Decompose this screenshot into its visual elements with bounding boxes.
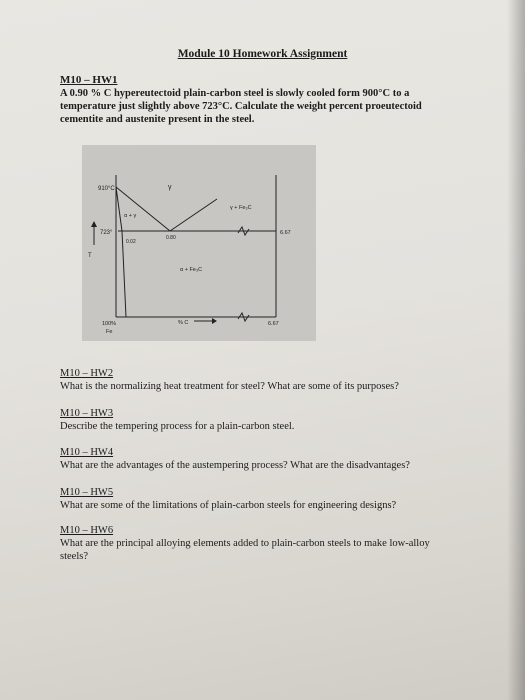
temperature-arrow-head xyxy=(91,221,97,227)
question-line: steels? xyxy=(60,551,88,562)
label-percent-c: % C xyxy=(178,320,189,326)
label-eutectoid: 0.80 xyxy=(166,235,176,241)
page-shadow xyxy=(507,0,525,700)
label-002: 0.02 xyxy=(126,239,136,245)
question-text: What is the normalizing heat treatment for steel? What are some of its purposes? xyxy=(60,381,399,392)
label-667-bottom: 6.67 xyxy=(268,321,279,327)
question-text: What are the advantages of the austempering process? What are the disadvantages? xyxy=(60,460,410,471)
label-alpha-gamma: α + γ xyxy=(124,213,137,219)
label-gamma: γ xyxy=(168,184,172,191)
phase-diagram-figure xyxy=(82,145,316,341)
a3-line xyxy=(116,187,170,231)
axis-break-mark xyxy=(238,313,249,321)
question-hw5 xyxy=(60,486,490,512)
question-code: M10 – HW6 xyxy=(60,525,114,536)
question-hw6 xyxy=(60,524,490,563)
phase-diagram xyxy=(82,145,316,341)
acm-line xyxy=(170,199,217,231)
label-fe: Fe xyxy=(106,329,113,335)
label-100-percent: 100% xyxy=(102,321,117,327)
question-hw2 xyxy=(60,367,490,393)
question-code: M10 – HW2 xyxy=(60,368,114,379)
label-gamma-fe3c: γ + Fe₃C xyxy=(230,205,252,211)
label-723: 723° xyxy=(100,230,113,236)
question-line: What are the principal alloying elements added to plain-carbon steels to make low-alloy xyxy=(60,538,430,549)
question-hw1 xyxy=(60,74,460,126)
composition-arrow-head xyxy=(212,318,217,324)
question-code: M10 – HW3 xyxy=(60,408,114,419)
question-code: M10 – HW4 xyxy=(60,447,114,458)
question-line: temperature just slightly above 723°C. Calculate the weight percent proeutectoid xyxy=(60,101,422,112)
question-line: A 0.90 % C hypereutectoid plain-carbon steel is slowly cooled form 900°C to a xyxy=(60,88,410,99)
question-hw3 xyxy=(60,407,490,433)
label-910: 910°C xyxy=(98,186,115,192)
question-hw4 xyxy=(60,446,490,472)
label-alpha-fe3c: α + Fe₃C xyxy=(180,267,203,273)
question-text: What are some of the limitations of plain-carbon steels for engineering designs? xyxy=(60,500,397,511)
axis-break-mark xyxy=(238,227,249,235)
label-667-top: 6.67 xyxy=(280,230,291,236)
question-code: M10 – HW5 xyxy=(60,487,114,498)
alpha-boundary-line xyxy=(116,187,122,231)
label-t: T xyxy=(88,253,92,259)
question-code: M10 – HW1 xyxy=(60,74,118,86)
question-text: Describe the tempering process for a plain-carbon steel. xyxy=(60,421,295,432)
question-line: cementite and austenite present in the steel. xyxy=(60,114,255,125)
page-title: Module 10 Homework Assignment xyxy=(177,48,348,60)
